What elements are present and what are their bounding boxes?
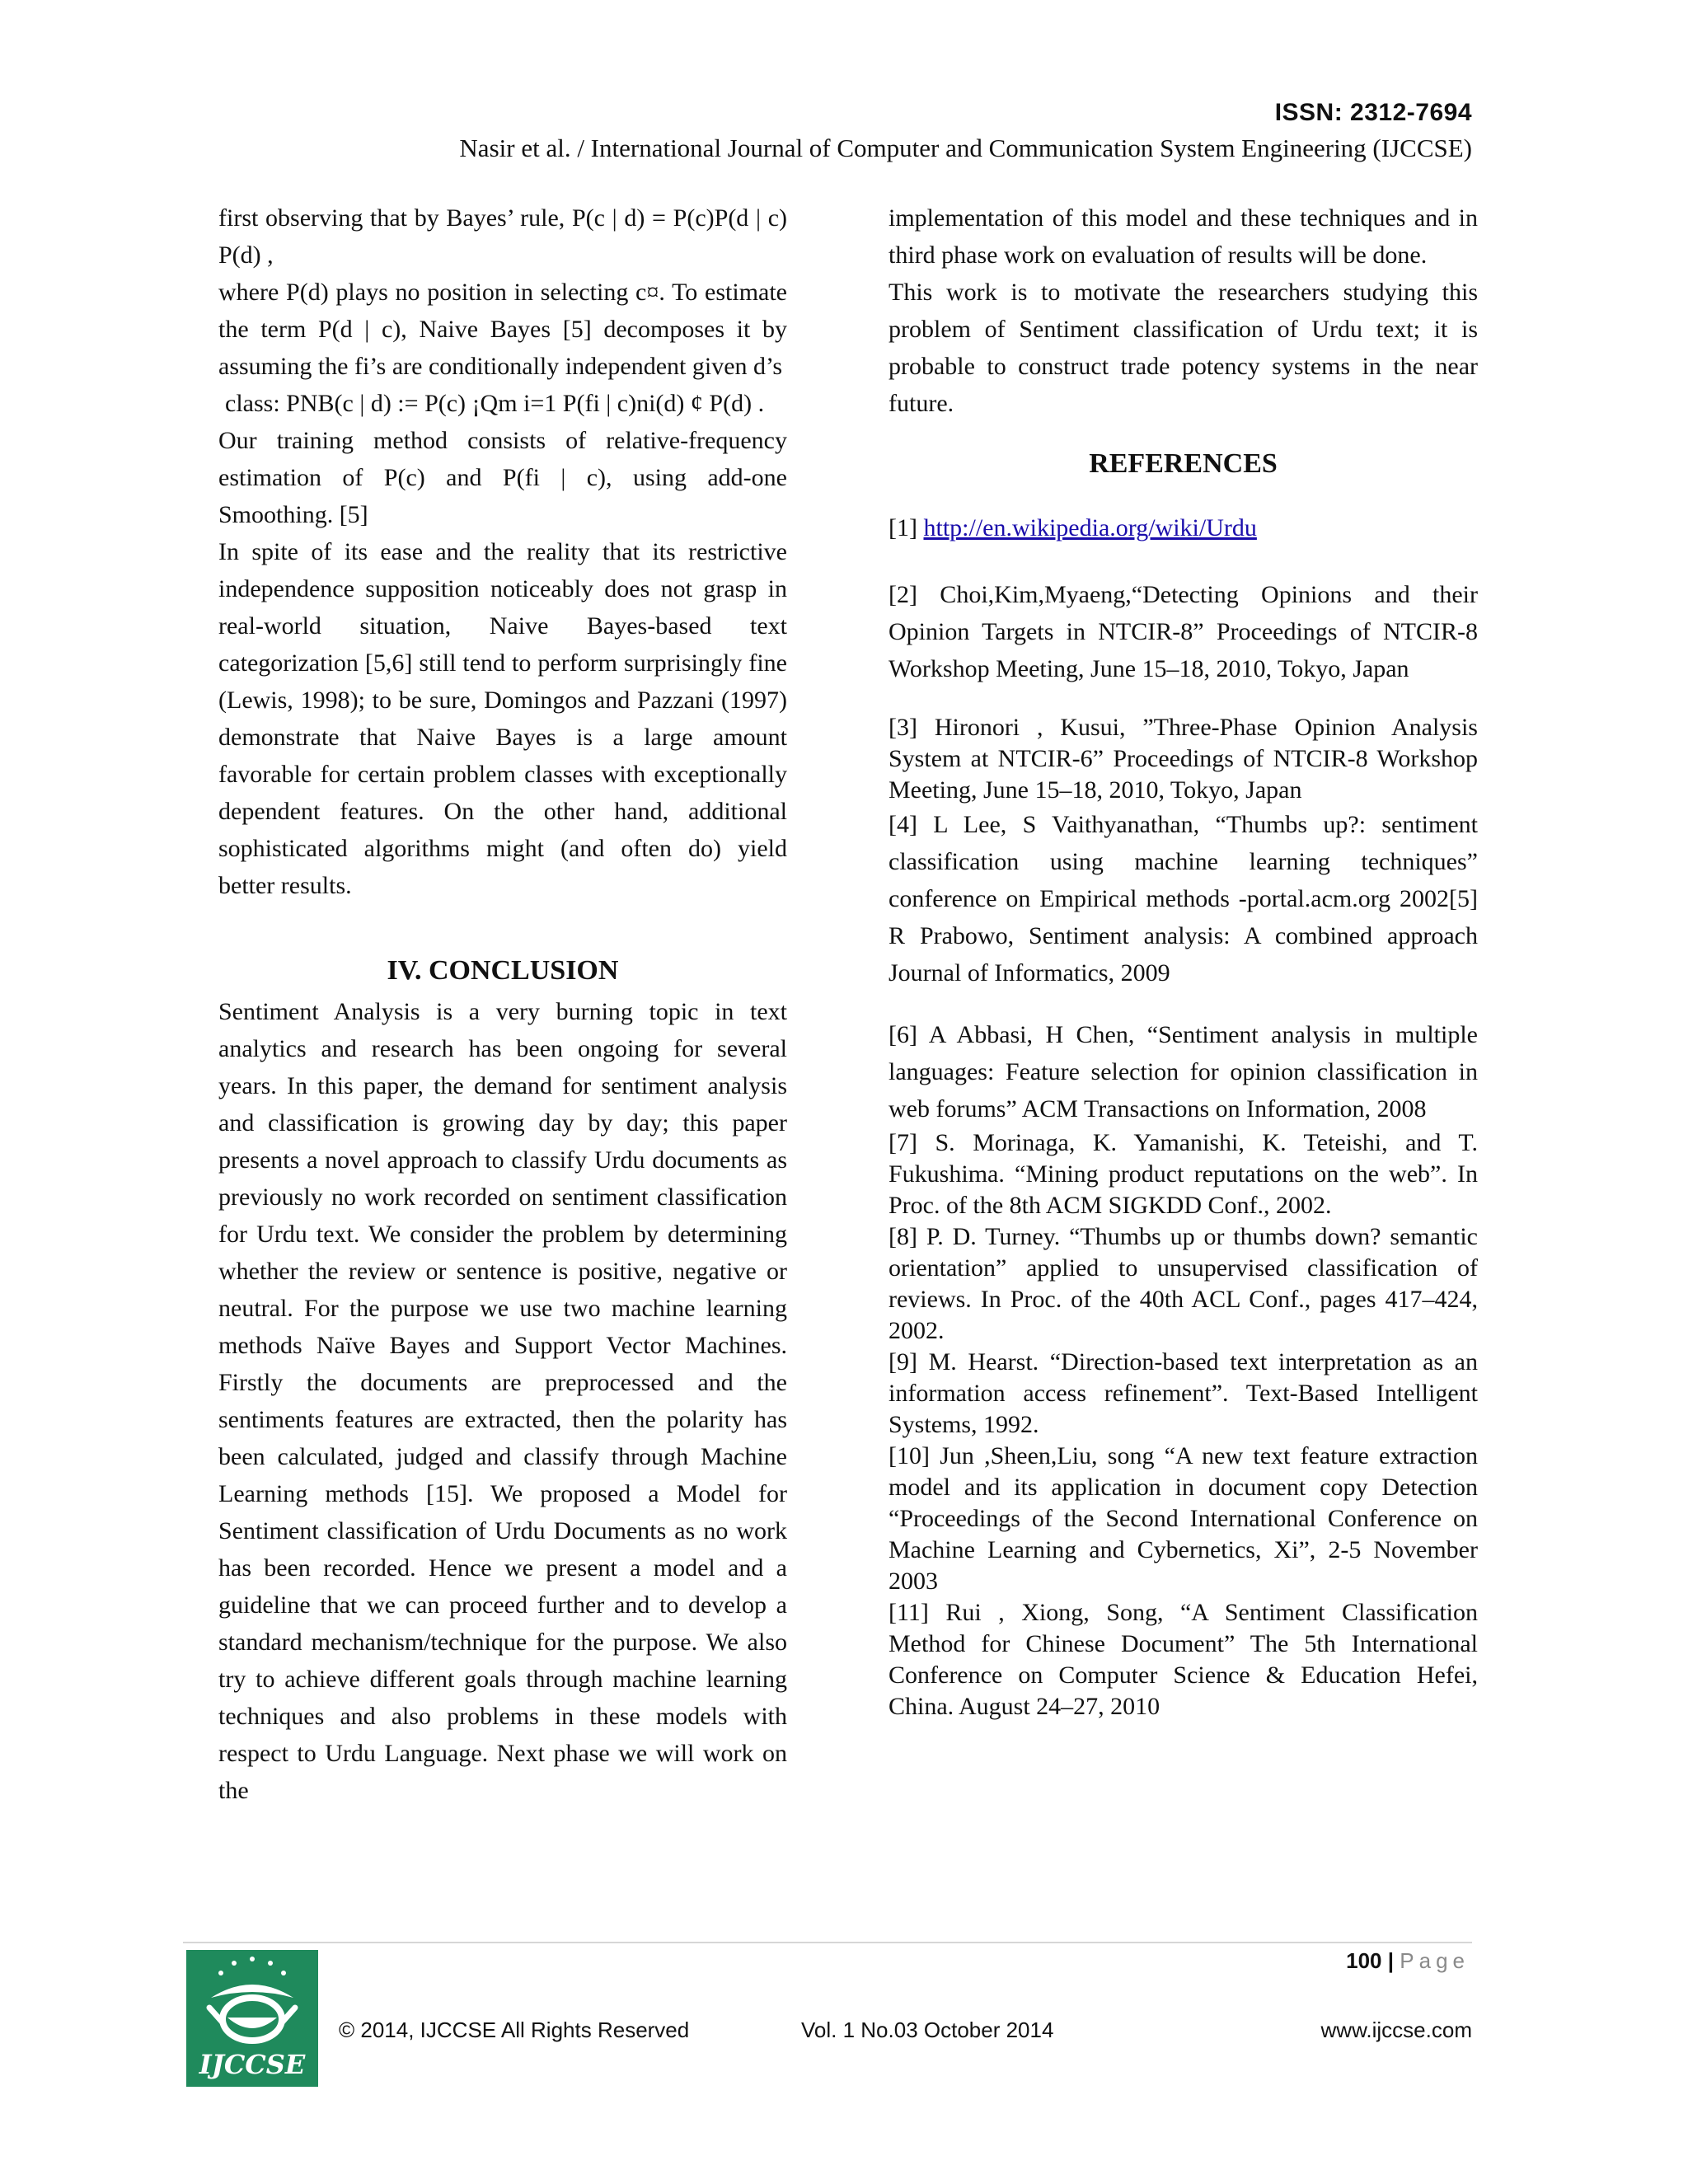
page-number-value: 100 — [1346, 1948, 1382, 1973]
page-separator: | — [1387, 1948, 1395, 1973]
conclusion-heading: IV. CONCLUSION — [387, 955, 619, 986]
ijccse-logo — [186, 1950, 318, 2087]
website-link[interactable]: www.ijccse.com — [1320, 2018, 1472, 2042]
reference-1-number: [1] — [889, 514, 924, 541]
left-column — [218, 199, 787, 1809]
wikipedia-urdu-link[interactable]: http://en.wikipedia.org/wiki/Urdu — [923, 514, 1257, 541]
copyright-text: © 2014, IJCCSE All Rights Reserved — [339, 2018, 690, 2042]
references-heading: REFERENCES — [1089, 448, 1278, 479]
paragraph: In spite of its ease and the reality that its restrictive independence supposition noticeably does not grasp in real-world situation, Naive Bayes-based text categorization [5,6] still tend to perform surprisingly fine (Lewis, 1998); to be sure, Domingos and Pazzani (1997) demonstrate that Naive Bayes is a large amount favorable for certain problem classes with exceptionally dependent features. On the other hand, additional sophisticated algorithms might (and often do) yield better results. — [218, 538, 787, 899]
page-label: Page — [1400, 1948, 1470, 1973]
reference-8: [8] P. D. Turney. “Thumbs up or thumbs down? semantic orientation” applied to unsupervised classification of reviews. In Proc. of the 40th ACL Conf., pages 417–424, 2002. — [889, 1223, 1478, 1344]
reference-11: [11] Rui , Xiong, Song, “A Sentiment Classification Method for Chinese Document” The 5th International Conference on Computer Science & Education Hefei, China. August 24–27, 2010 — [889, 1599, 1478, 1720]
footer-divider — [183, 1942, 1472, 1943]
running-head: Nasir et al. / International Journal of Computer and Communication System Engineering (IJCCSE) — [459, 134, 1472, 162]
reference-9: [9] M. Hearst. “Direction-based text interpretation as an information access refinement”. Text-Based Intelligent Systems, 1992. — [889, 1348, 1478, 1438]
page-number — [1346, 1948, 1470, 1974]
reference-2: [2] Choi,Kim,Myaeng,“Detecting Opinions and their Opinion Targets in NTCIR-8” Proceedings of NTCIR-8 Workshop Meeting, June 15–18, 2010, Tokyo, Japan — [889, 581, 1478, 682]
right-column — [889, 199, 1478, 1722]
paragraph: where P(d) plays no position in selecting c¤. To estimate the term P(d | c), Naive Bayes [5] decomposes it by assuming the fi’s are conditionally independent given d’s — [218, 279, 787, 380]
paragraph: This work is to motivate the researchers studying this problem of Sentiment classification of Urdu text; it is probable to construct trade potency systems in the near future. — [889, 279, 1478, 417]
reference-1 — [889, 509, 1478, 546]
reference-10: [10] Jun ,Sheen,Liu, song “A new text feature extraction model and its application in document copy Detection “Proceedings of the Second International Conference on Machine Learning and Cybernetics, Xi”, 2-5 November 2003 — [889, 1442, 1478, 1595]
reference-7: [7] S. Morinaga, K. Yamanishi, K. Teteishi, and T. Fukushima. “Mining product reputations on the web”. In Proc. of the 8th ACM SIGKDD Conf., 2002. — [889, 1129, 1478, 1219]
reference-4: [4] L Lee, S Vaithyanathan, “Thumbs up?: sentiment classification using machine learning techniques” conference on Empirical methods -portal.acm.org 2002[5] R Prabowo, Sentiment analysis: A combined approach Journal of Informatics, 2009 — [889, 811, 1478, 987]
paragraph: class: PNB(c | d) := P(c) ¡Qm i=1 P(fi | c)ni(d) ¢ P(d) . — [225, 390, 765, 417]
paragraph: implementation of this model and these techniques and in third phase work on evaluation of results will be done. — [889, 204, 1478, 269]
conclusion-paragraph: Sentiment Analysis is a very burning topic in text analytics and research has been ongoing for several years. In this paper, the demand for sentiment analysis and classification is growing day by day; this paper presents a novel approach to classify Urdu documents as previously no work recorded on sentiment classification for Urdu text. We consider the problem by determining whether the review or sentence is positive, negative or neutral. For the purpose we use two machine learning methods Naïve Bayes and Support Vector Machines. Firstly the documents are preprocessed and the sentiments features are extracted, then the polarity has been calculated, judged and classify through Machine Learning methods [15]. We proposed a Model for Sentiment classification of Urdu Documents as no work has been recorded. Hence we present a model and a guideline that we can proceed further and to develop a standard mechanism/technique for the purpose. We also try to achieve different goals through machine learning techniques and also problems in these models with respect to Urdu Language. Next phase we will work on the — [218, 998, 787, 1804]
volume-info: Vol. 1 No.03 October 2014 — [801, 2018, 1054, 2042]
reference-3: [3] Hironori , Kusui, ”Three-Phase Opinion Analysis System at NTCIR-6” Proceedings of NTCIR-8 Workshop Meeting, June 15–18, 2010, Tokyo, Japan — [889, 714, 1478, 804]
paragraph: Our training method consists of relative-frequency estimation of P(c) and P(fi | c), using add-one Smoothing. [5] — [218, 427, 787, 528]
logo-text: IJCCSE — [199, 2049, 306, 2080]
issn-label: ISSN: 2312-7694 — [1274, 99, 1472, 126]
paragraph: first observing that by Bayes’ rule, P(c | d) = P(c)P(d | c) P(d) , — [218, 204, 787, 269]
reference-6: [6] A Abbasi, H Chen, “Sentiment analysis in multiple languages: Feature selection for opinion classification in web forums” ACM Transactions on Information, 2008 — [889, 1021, 1478, 1122]
